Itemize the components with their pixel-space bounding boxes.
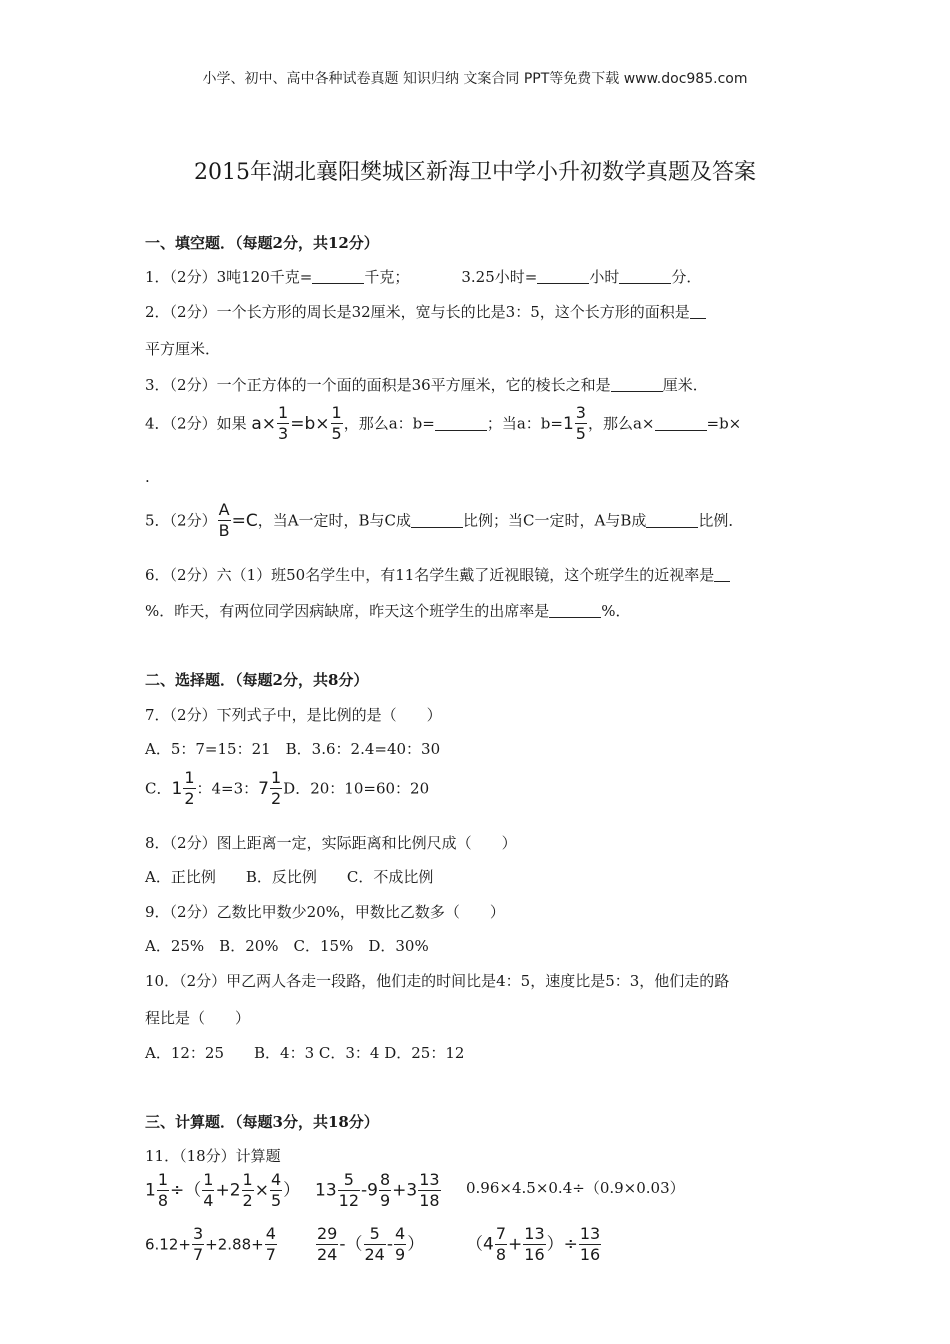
question-6 <box>145 564 730 585</box>
q1-text-c: 3.25小时= <box>461 268 538 286</box>
question-4 <box>145 405 741 442</box>
denominator: 8 <box>495 1245 507 1264</box>
fraction <box>242 1172 254 1209</box>
question-9: 9．（2分）乙数比甲数少20%，甲数比乙数多（ ） <box>145 903 505 921</box>
fraction <box>270 1172 282 1209</box>
whole-part: 13 <box>315 1180 337 1201</box>
denominator: 2 <box>242 1191 253 1210</box>
math-var: a <box>251 413 262 434</box>
question-2 <box>145 301 706 322</box>
math-op: × <box>315 413 330 434</box>
fraction <box>331 405 343 442</box>
expr4-pre: 6.12+ <box>145 1235 191 1254</box>
numerator: 4 <box>395 1224 406 1243</box>
fraction <box>379 1172 391 1209</box>
q6-text-a: 6．（2分）六（1）班50名学生中，有11名学生戴了近视眼镜，这个班学生的近视率是 <box>145 566 715 584</box>
q3-text-b: 厘米． <box>662 376 708 394</box>
fraction <box>183 770 195 807</box>
fraction <box>270 770 282 807</box>
math-var: b <box>304 413 316 434</box>
q1-text-a: 1．（2分）3吨120千克= <box>145 268 313 286</box>
q2-text-a: 2．（2分）一个长方形的周长是32厘米，宽与长的比是3：5，这个长方形的面积是 <box>145 303 690 321</box>
fraction <box>523 1226 545 1263</box>
numerator: 4 <box>265 1224 276 1243</box>
numerator: 1 <box>278 403 289 422</box>
math-op: + <box>392 1180 407 1201</box>
numerator: 1 <box>203 1170 214 1189</box>
question-10-options: A．12：25 B．4：3 C．3：4 D．25：12 <box>145 1044 465 1062</box>
whole-part: 1 <box>562 413 574 434</box>
fraction <box>579 1226 601 1263</box>
denominator: 7 <box>265 1245 276 1264</box>
whole-part: 4 <box>483 1234 494 1255</box>
section-fill-heading: 一、填空题．（每题2分，共12分） <box>145 234 379 252</box>
q7-d-option: D．20：10=60：20 <box>283 779 430 798</box>
fraction <box>192 1226 204 1263</box>
math-paren: （ <box>184 1180 202 1201</box>
whole-part: 1 <box>145 1180 156 1201</box>
denominator: 2 <box>270 789 282 808</box>
numerator: 1 <box>270 768 282 787</box>
math-paren: （ <box>345 1234 363 1255</box>
denominator: 12 <box>338 1191 359 1210</box>
question-11: 11．（18分）计算题 <box>145 1147 281 1165</box>
fraction <box>157 1172 169 1209</box>
fraction <box>202 1172 214 1209</box>
question-2-cont: 平方厘米． <box>145 340 221 358</box>
q1-text-e: 分． <box>671 268 702 286</box>
denominator: 5 <box>270 1191 282 1210</box>
page-header: 小学、初中、高中各种试卷真题 知识归纳 文案合同 PPT等免费下载 www.doc985.com <box>202 71 748 87</box>
numerator: 1 <box>157 1170 169 1189</box>
q6-text-c: %． <box>601 602 631 620</box>
fraction <box>277 405 289 442</box>
numerator: 5 <box>343 1170 354 1189</box>
whole-part: 1 <box>171 778 183 799</box>
answer-blank <box>435 416 487 431</box>
calc-expression-2 <box>315 1172 442 1209</box>
numerator: 3 <box>192 1224 204 1243</box>
whole-part: 3 <box>406 1180 418 1201</box>
q5-text-a: 5．（2分） <box>145 511 217 530</box>
calc-expression-5 <box>315 1226 424 1263</box>
denominator: 5 <box>575 424 586 443</box>
question-7: 7．（2分）下列式子中，是比例的是（ ） <box>145 706 442 724</box>
math-op: = <box>290 413 305 434</box>
math-op: - <box>361 1180 368 1201</box>
question-5 <box>145 502 743 539</box>
q4-text-c: ；当a：b= <box>486 414 563 433</box>
numerator: 8 <box>379 1170 391 1189</box>
denominator: 24 <box>317 1245 338 1264</box>
q4-text-d: ，那么a× <box>587 414 655 433</box>
fraction <box>316 1226 338 1263</box>
fraction <box>218 502 231 539</box>
section-choice-heading: 二、选择题．（每题2分，共8分） <box>145 671 369 689</box>
calc-expression-4 <box>145 1226 278 1263</box>
answer-blank <box>537 269 589 284</box>
q4-text-e: =b× <box>706 414 742 433</box>
denominator: 9 <box>379 1191 391 1210</box>
answer-blank <box>619 269 671 284</box>
question-3 <box>145 374 708 395</box>
question-10-cont: 程比是（ ） <box>145 1009 251 1027</box>
question-6-cont <box>145 600 631 621</box>
question-9-options: A．25% B．20% C．15% D．30% <box>145 937 429 955</box>
section-calc-heading: 三、计算题．（每题3分，共18分） <box>145 1113 379 1131</box>
numerator: 13 <box>524 1224 545 1243</box>
q7-c-mid: ：4=3： <box>196 779 259 798</box>
answer-blank <box>714 567 730 582</box>
page-title: 2015年湖北襄阳樊城区新海卫中学小升初数学真题及答案 <box>194 160 756 185</box>
numerator: 13 <box>419 1170 440 1189</box>
denominator: 3 <box>278 424 289 443</box>
q6-text-b: %．昨天，有两位同学因病缺席，昨天这个班学生的出席率是 <box>145 602 550 620</box>
question-10: 10．（2分）甲乙两人各走一段路，他们走的时间比是4：5，速度比是5：3，他们走的路 <box>145 972 730 990</box>
math-paren: （ <box>466 1234 483 1255</box>
fraction <box>575 405 587 442</box>
fraction <box>495 1226 507 1263</box>
numerator: 7 <box>495 1224 507 1243</box>
math-paren: ） <box>546 1234 564 1255</box>
answer-blank <box>690 304 706 319</box>
mixed-number <box>562 403 588 443</box>
q7-c-label: C． <box>145 779 172 798</box>
numerator: 5 <box>369 1224 380 1243</box>
math-op: × <box>261 413 277 434</box>
denominator: 18 <box>419 1191 440 1210</box>
answer-blank <box>411 513 463 528</box>
q5-text-d: 比例． <box>698 511 744 530</box>
q1-text-d: 小时 <box>589 268 620 286</box>
calc-expression-6 <box>466 1226 602 1263</box>
calc-expression-3: 0.96×4.5×0.4÷（0.9×0.03） <box>466 1179 685 1197</box>
q4-text-b: ，那么a：b= <box>343 414 435 433</box>
fraction <box>338 1172 360 1209</box>
question-7-options-ab: A．5：7=15：21 B．3.6：2.4=40：30 <box>145 740 441 758</box>
fraction <box>364 1226 386 1263</box>
q5-text-b: ，当A一定时，B与C成 <box>257 511 412 530</box>
numerator: 29 <box>317 1224 338 1243</box>
q1-text-b: 千克； <box>364 268 410 286</box>
math-op: + <box>508 1234 523 1255</box>
denominator: 16 <box>579 1245 601 1264</box>
fraction <box>418 1172 440 1209</box>
denominator: 16 <box>524 1245 545 1264</box>
denominator: 8 <box>157 1191 169 1210</box>
numerator: A <box>218 500 230 519</box>
answer-blank <box>655 416 707 431</box>
math-var: C <box>245 510 258 531</box>
denominator: 4 <box>203 1191 214 1210</box>
denominator: 9 <box>395 1245 406 1264</box>
q5-equation <box>217 500 258 540</box>
whole-part: 9 <box>367 1180 378 1201</box>
math-op: - <box>386 1234 393 1255</box>
question-1 <box>145 266 701 287</box>
q4-equation <box>251 403 343 443</box>
numerator: 3 <box>575 403 586 422</box>
fraction <box>394 1226 406 1263</box>
math-op: × <box>254 1180 269 1201</box>
whole-part: 7 <box>258 778 269 799</box>
question-4-cont: . <box>145 468 150 486</box>
expr4-mid: +2.88+ <box>205 1235 264 1254</box>
numerator: 4 <box>270 1170 282 1189</box>
answer-blank <box>646 513 698 528</box>
math-paren: ） <box>407 1234 425 1255</box>
question-8: 8．（2分）图上距离一定，实际距离和比例尺成（ ） <box>145 834 517 852</box>
math-op: ÷ <box>170 1180 185 1201</box>
answer-blank <box>611 377 663 392</box>
answer-blank <box>312 269 364 284</box>
q3-text-a: 3．（2分）一个正方体的一个面的面积是36平方厘米，它的棱长之和是 <box>145 376 611 394</box>
math-op: + <box>215 1180 230 1201</box>
calc-expression-1 <box>145 1172 300 1209</box>
answer-blank <box>549 603 601 618</box>
mixed-number <box>258 768 283 808</box>
denominator: 2 <box>184 789 195 808</box>
numerator: 1 <box>331 403 342 422</box>
denominator: 7 <box>192 1245 204 1264</box>
numerator: 1 <box>184 768 195 787</box>
denominator: 5 <box>331 424 342 443</box>
question-8-options: A．正比例 B．反比例 C．不成比例 <box>145 868 434 886</box>
numerator: 13 <box>579 1224 601 1243</box>
math-op: ÷ <box>563 1234 578 1255</box>
mixed-number <box>171 768 196 808</box>
denominator: B <box>218 521 230 540</box>
q4-text-a: 4．（2分）如果 <box>145 414 247 433</box>
question-7-options-cd <box>145 770 429 807</box>
whole-part: 2 <box>229 1180 241 1201</box>
fraction <box>265 1226 277 1263</box>
math-op: - <box>339 1234 346 1255</box>
denominator: 24 <box>364 1245 385 1264</box>
q5-text-c: 比例；当C一定时，A与B成 <box>463 511 647 530</box>
numerator: 1 <box>242 1170 253 1189</box>
math-op: = <box>231 510 246 531</box>
math-paren: ） <box>283 1180 301 1201</box>
